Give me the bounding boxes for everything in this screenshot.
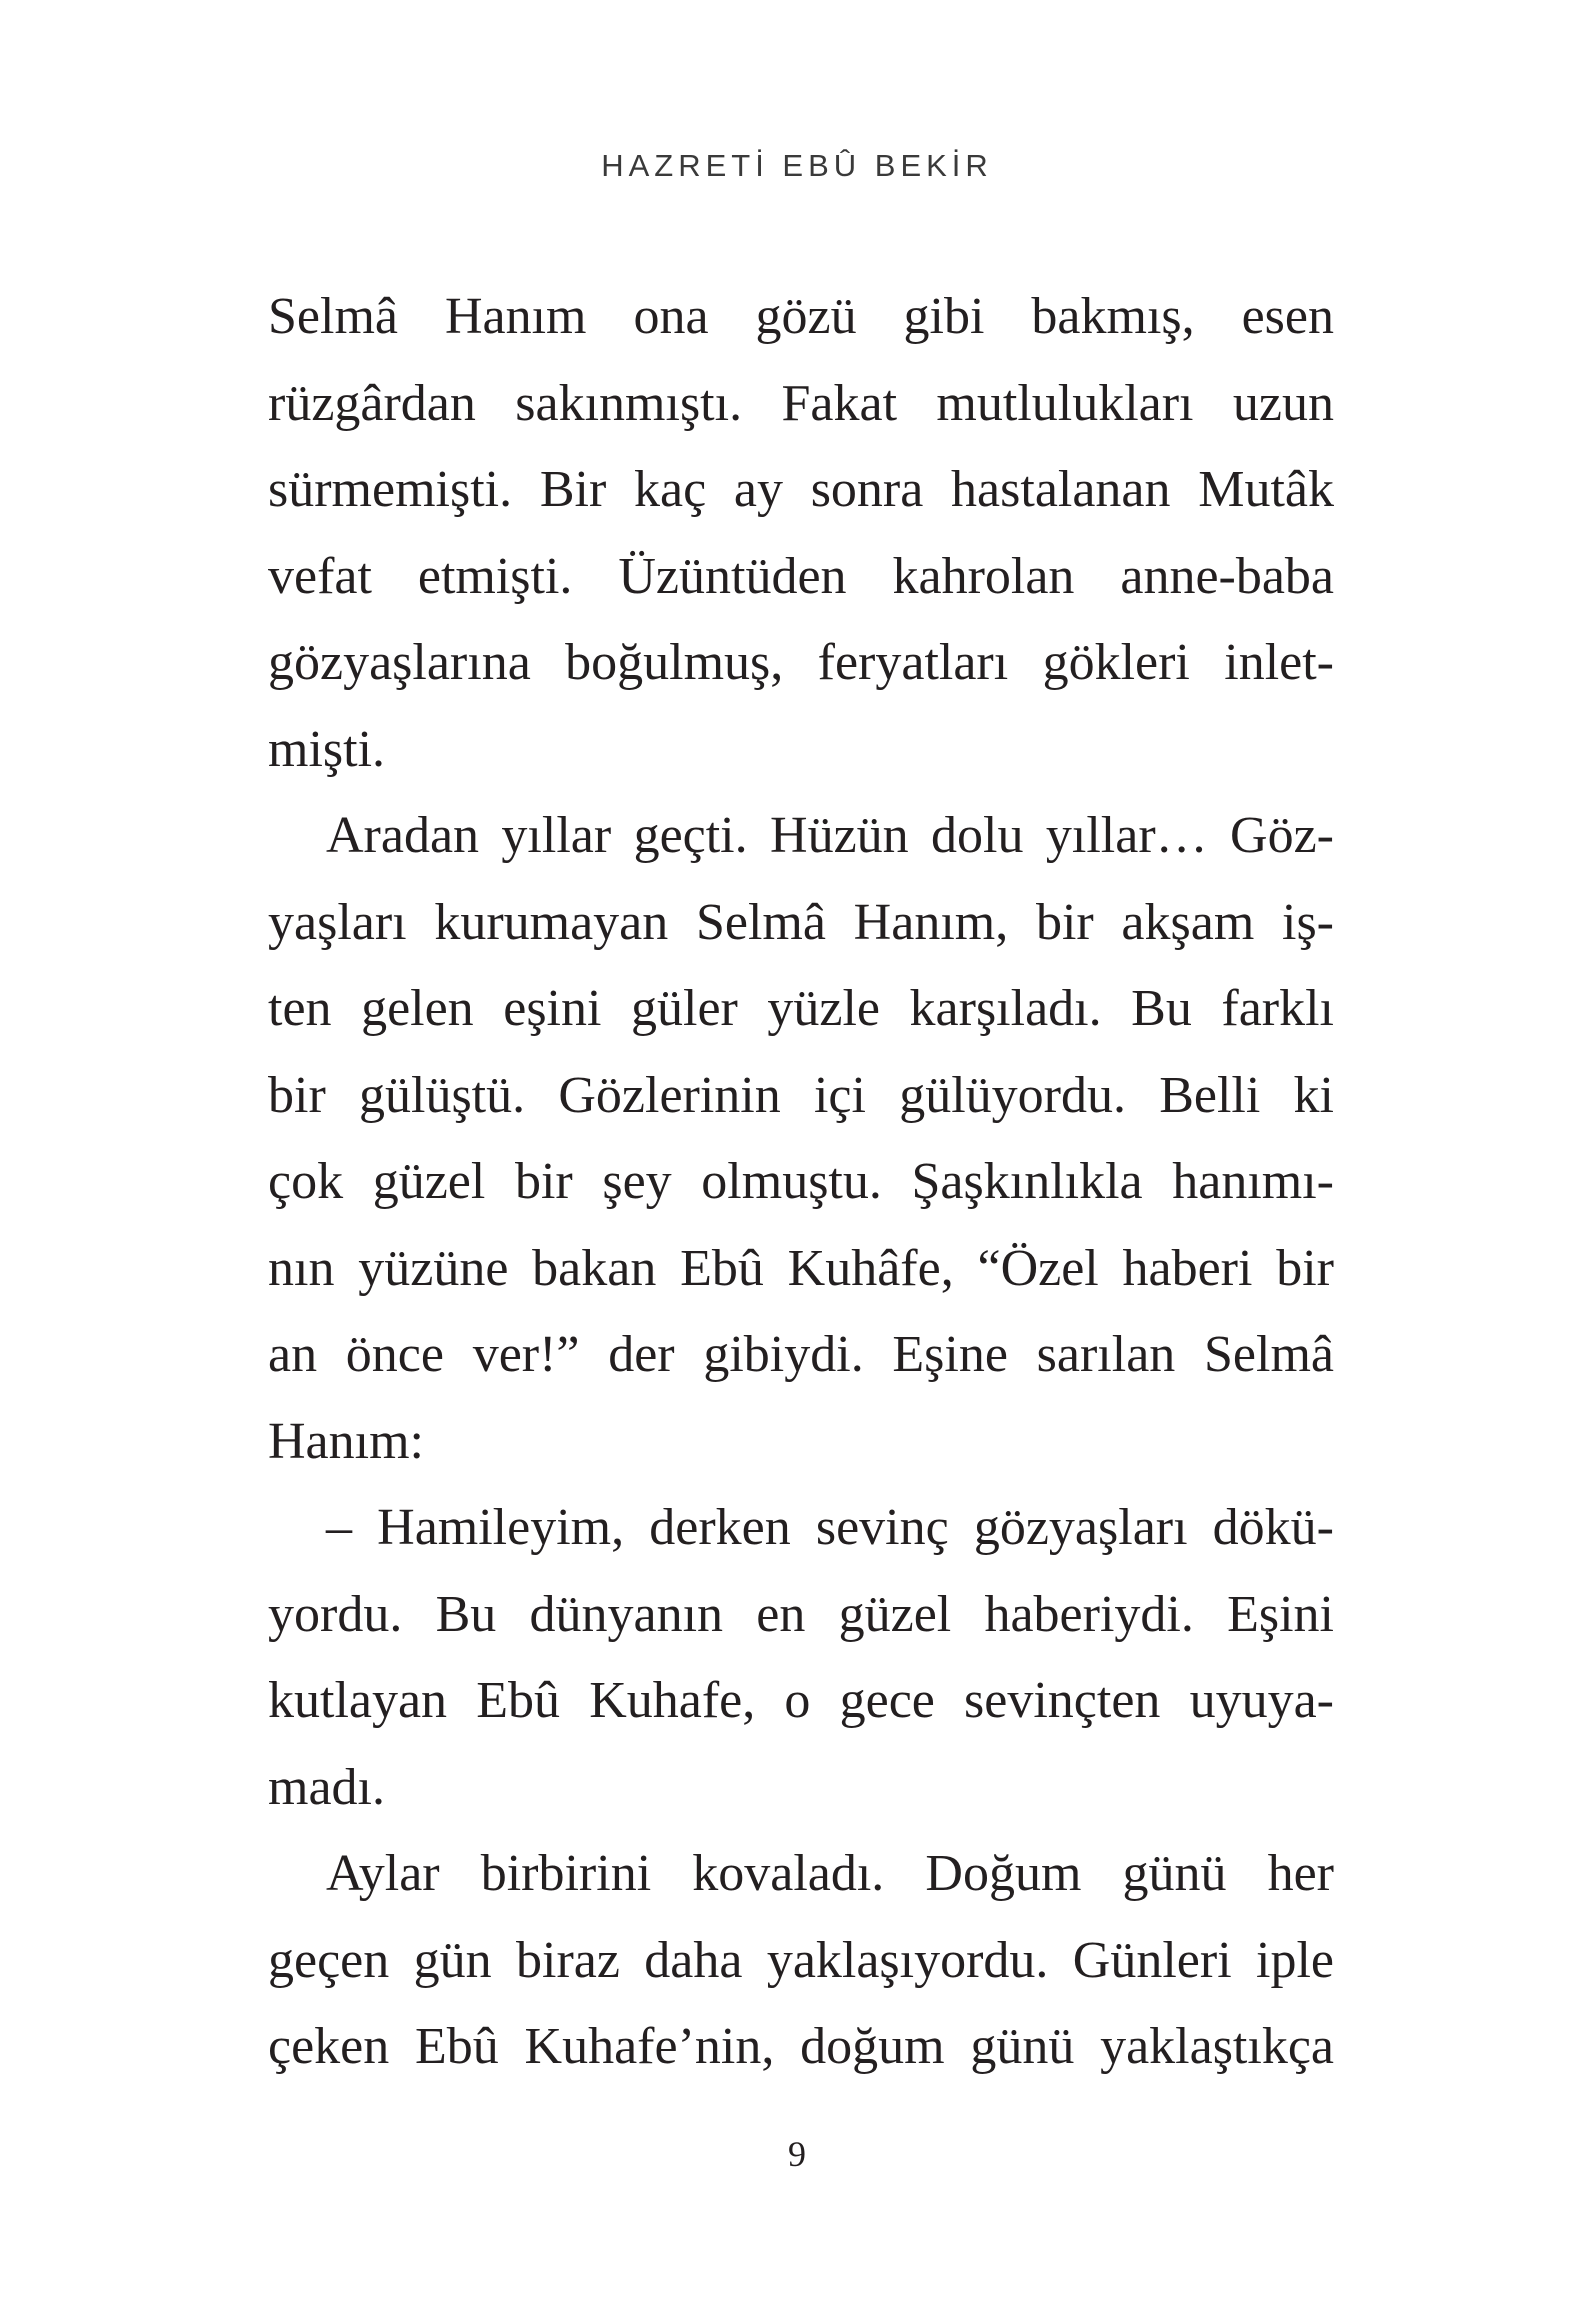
page-number: 9 xyxy=(788,2134,806,2174)
text-line: nın yüzüne bakan Ebû Kuhâfe, “Özel haberi bir xyxy=(268,1239,1334,1297)
text-line: vefat etmişti. Üzüntüden kahrolan anne-baba xyxy=(268,547,1334,605)
text-line: Selmâ Hanım ona gözü gibi bakmış, esen xyxy=(268,288,1334,345)
text-line: yordu. Bu dünyanın en güzel haberiydi. Eşini xyxy=(268,1585,1334,1643)
text-line: çeken Ebû Kuhafe’nin, doğum günü yaklaştıkça xyxy=(268,2018,1334,2075)
text-line: an önce ver!” der gibiydi. Eşine sarılan Selmâ xyxy=(268,1326,1334,1383)
running-head: HAZRETİ EBÛ BEKİR xyxy=(601,148,993,183)
text-line: bir gülüştü. Gözlerinin içi gülüyordu. Belli ki xyxy=(268,1066,1334,1124)
body-text xyxy=(268,274,1334,2091)
text-line: mişti. xyxy=(268,720,386,778)
text-line: geçen gün biraz daha yaklaşıyordu. Günleri iple xyxy=(268,1931,1334,1989)
text-line: ten gelen eşini güler yüzle karşıladı. Bu farklı xyxy=(268,980,1334,1037)
text-line: sürmemişti. Bir kaç ay sonra hastalanan Mutâk xyxy=(268,461,1334,518)
text-line: kutlayan Ebû Kuhafe, o gece sevinçten uyuya- xyxy=(268,1672,1334,1729)
text-line: madı. xyxy=(268,1758,385,1816)
text-line: gözyaşlarına boğulmuş, feryatları gökleri inlet- xyxy=(268,634,1334,691)
text-line: Hanım: xyxy=(268,1412,424,1470)
text-line: Aylar birbirini kovaladı. Doğum günü her xyxy=(326,1845,1334,1902)
text-line: yaşları kurumayan Selmâ Hanım, bir akşam iş- xyxy=(268,893,1334,951)
text-line: – Hamileyim, derken sevinç gözyaşları dökü- xyxy=(326,1499,1334,1556)
text-line: Aradan yıllar geçti. Hüzün dolu yıllar… Göz- xyxy=(326,807,1334,864)
text-line: rüzgârdan sakınmıştı. Fakat mutlulukları uzun xyxy=(268,374,1334,432)
text-line: çok güzel bir şey olmuştu. Şaşkınlıkla hanımı- xyxy=(268,1153,1334,1210)
